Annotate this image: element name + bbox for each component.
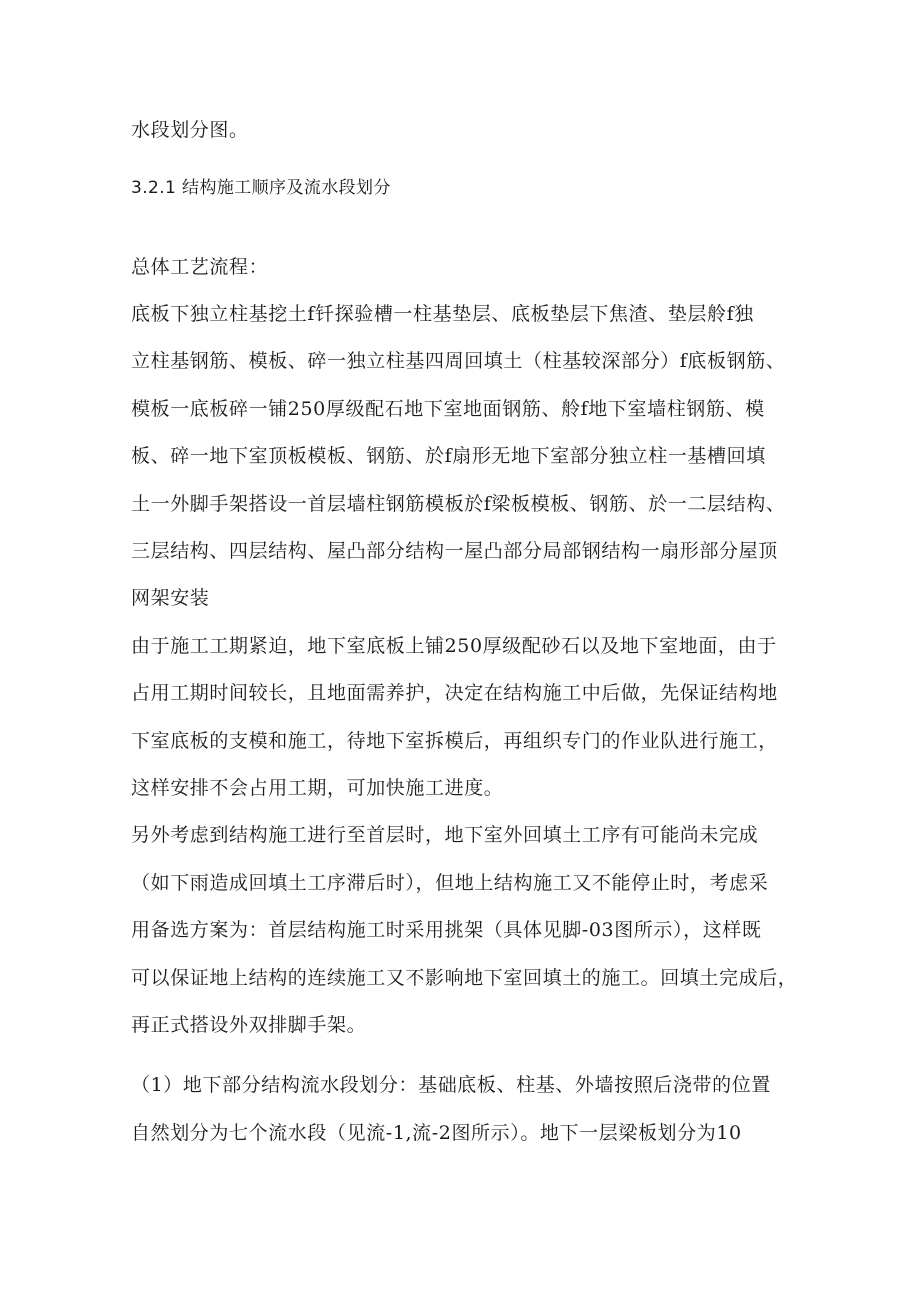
text-line-10: 网架安装 [131,587,210,609]
text-line-12: 占用工期时间较长，且地面需养护，决定在结构施工中后做，先保证结构地 [131,682,778,704]
text-line-4: 底板下独立柱基挖土f钎探验槽一柱基垫层、底板垫层下焦渣、垫层舲f独 [131,303,754,325]
text-line-21: 自然划分为七个流水段（见流-1,流-2图所示）。地下一层梁板划分为10 [131,1122,742,1144]
text-line-5: 立柱基钢筋、模板、碎一独立柱基四周回填土（柱基较深部分）f底板钢筋、 [131,350,786,372]
text-line-1: 水段划分图。 [131,119,249,141]
text-line-18: 可以保证地上结构的连续施工又不影响地下室回填土的施工。回填土完成后， [131,967,798,989]
section-heading: 3.2.1 结构施工顺序及流水段划分 [131,178,391,198]
text-line-16: （如下雨造成回填土工序滞后时），但地上结构施工又不能停止时，考虑采 [131,872,769,894]
text-line-17: 用备选方案为：首层结构施工时采用挑架（具体见脚-03图所示），这样既 [131,919,762,941]
text-line-11: 由于施工工期紧迫，地下室底板上铺250厚级配砂石以及地下室地面，由于 [131,635,777,657]
text-line-3: 总体工艺流程： [131,256,269,278]
text-line-13: 下室底板的支模和施工，待地下室拆模后，再组织专门的作业队进行施工， [131,730,778,752]
text-line-14: 这样安排不会占用工期，可加快施工进度。 [131,777,504,799]
text-line-19: 再正式搭设外双排脚手架。 [131,1014,367,1036]
text-line-6: 模板一底板碎一铺250厚级配石地下室地面钢筋、舲f地下室墙柱钢筋、模 [131,398,765,420]
text-line-9: 三层结构、四层结构、屋凸部分结构一屋凸部分局部钢结构一扇形部分屋顶 [131,540,778,562]
text-line-20: （1）地下部分结构流水段划分：基础底板、柱基、外墙按照后浇带的位置 [131,1074,771,1096]
text-line-7: 板、碎一地下室顶板模板、钢筋、於f扇形无地下室部分独立柱一基槽回填 [131,445,766,467]
text-line-15: 另外考虑到结构施工进行至首层时，地下室外回填土工序有可能尚未完成 [131,824,759,846]
text-line-8: 土一外脚手架搭设一首层墙柱钢筋模板於f梁板模板、钢筋、於一二层结构、 [131,493,786,515]
